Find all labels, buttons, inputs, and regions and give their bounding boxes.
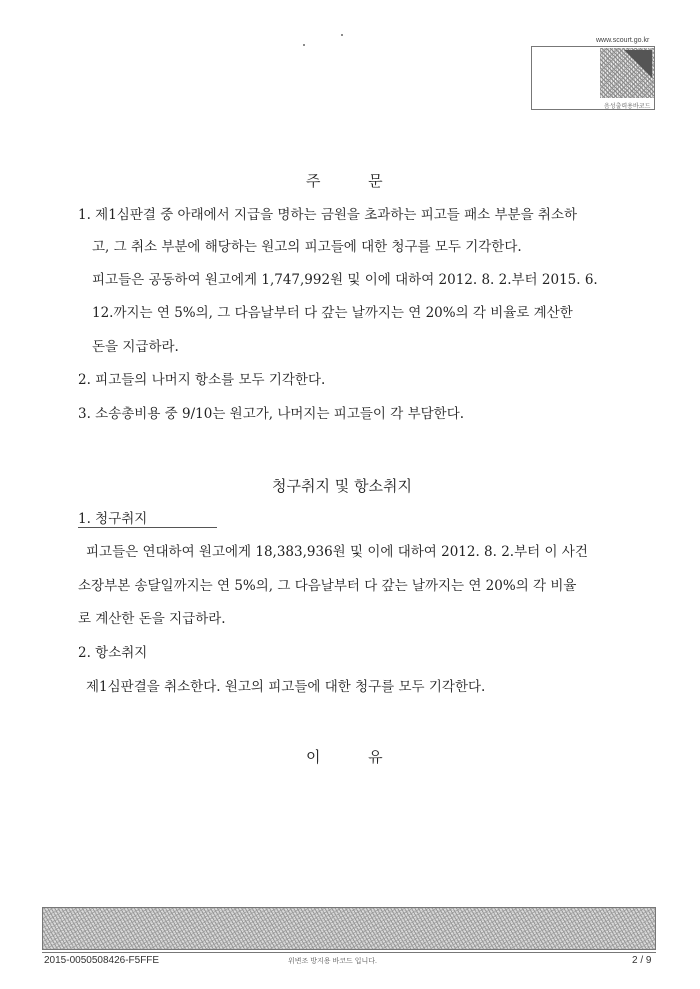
order-line: 3. 소송총비용 중 9/10는 원고가, 나머지는 피고들이 각 부담한다. [78,406,465,422]
footer-divider [42,952,656,953]
order-line: 고, 그 취소 부분에 해당하는 원고의 피고들에 대한 청구를 모두 기각한다. [92,239,522,255]
qr-caption: 음성출력용바코드 [604,104,651,110]
anti-forgery-barcode [42,907,656,950]
barcode-note: 위변조 방지용 바코드 입니다. [288,958,377,965]
qr-corner-mark [624,50,652,78]
order-heading: 주 문 [306,172,383,190]
qr-url: www.scourt.go.kr [596,37,650,44]
claim-line: 소장부본 송달일까지는 연 5%의, 그 다음날부터 다 갚는 날까지는 연 20%의 각 비율 [78,578,577,594]
scan-speck [341,34,343,36]
claim-subheading: 1. 청구취지 [78,513,217,528]
scan-speck [303,44,305,46]
order-line: 돈을 지급하라. [92,339,179,355]
appeal-subheading: 2. 항소취지 [78,645,148,661]
claim-heading: 청구취지 및 항소취지 [272,477,412,495]
document-id: 2015-0050508426-F5FFE [44,955,160,966]
order-line: 12.까지는 연 5%의, 그 다음날부터 다 갚는 날까지는 연 20%의 각 비율로 계산한 [92,305,573,321]
page-number: 2 / 9 [632,955,652,966]
claim-line: 피고들은 연대하여 원고에게 18,383,936원 및 이에 대하여 2012. 8. 2.부터 이 사건 [86,544,588,560]
reason-heading: 이 유 [306,748,383,766]
order-line: 피고들은 공동하여 원고에게 1,747,992원 및 이에 대하여 2012. 8. 2.부터 2015. 6. [92,272,598,288]
claim-line: 로 계산한 돈을 지급하라. [78,611,226,627]
order-line: 2. 피고들의 나머지 항소를 모두 기각한다. [78,372,326,388]
appeal-line: 제1심판결을 취소한다. 원고의 피고들에 대한 청구를 모두 기각한다. [86,679,486,695]
order-line: 1. 제1심판결 중 아래에서 지급을 명하는 금원을 초과하는 피고들 패소 부분을 취소하 [78,207,578,223]
